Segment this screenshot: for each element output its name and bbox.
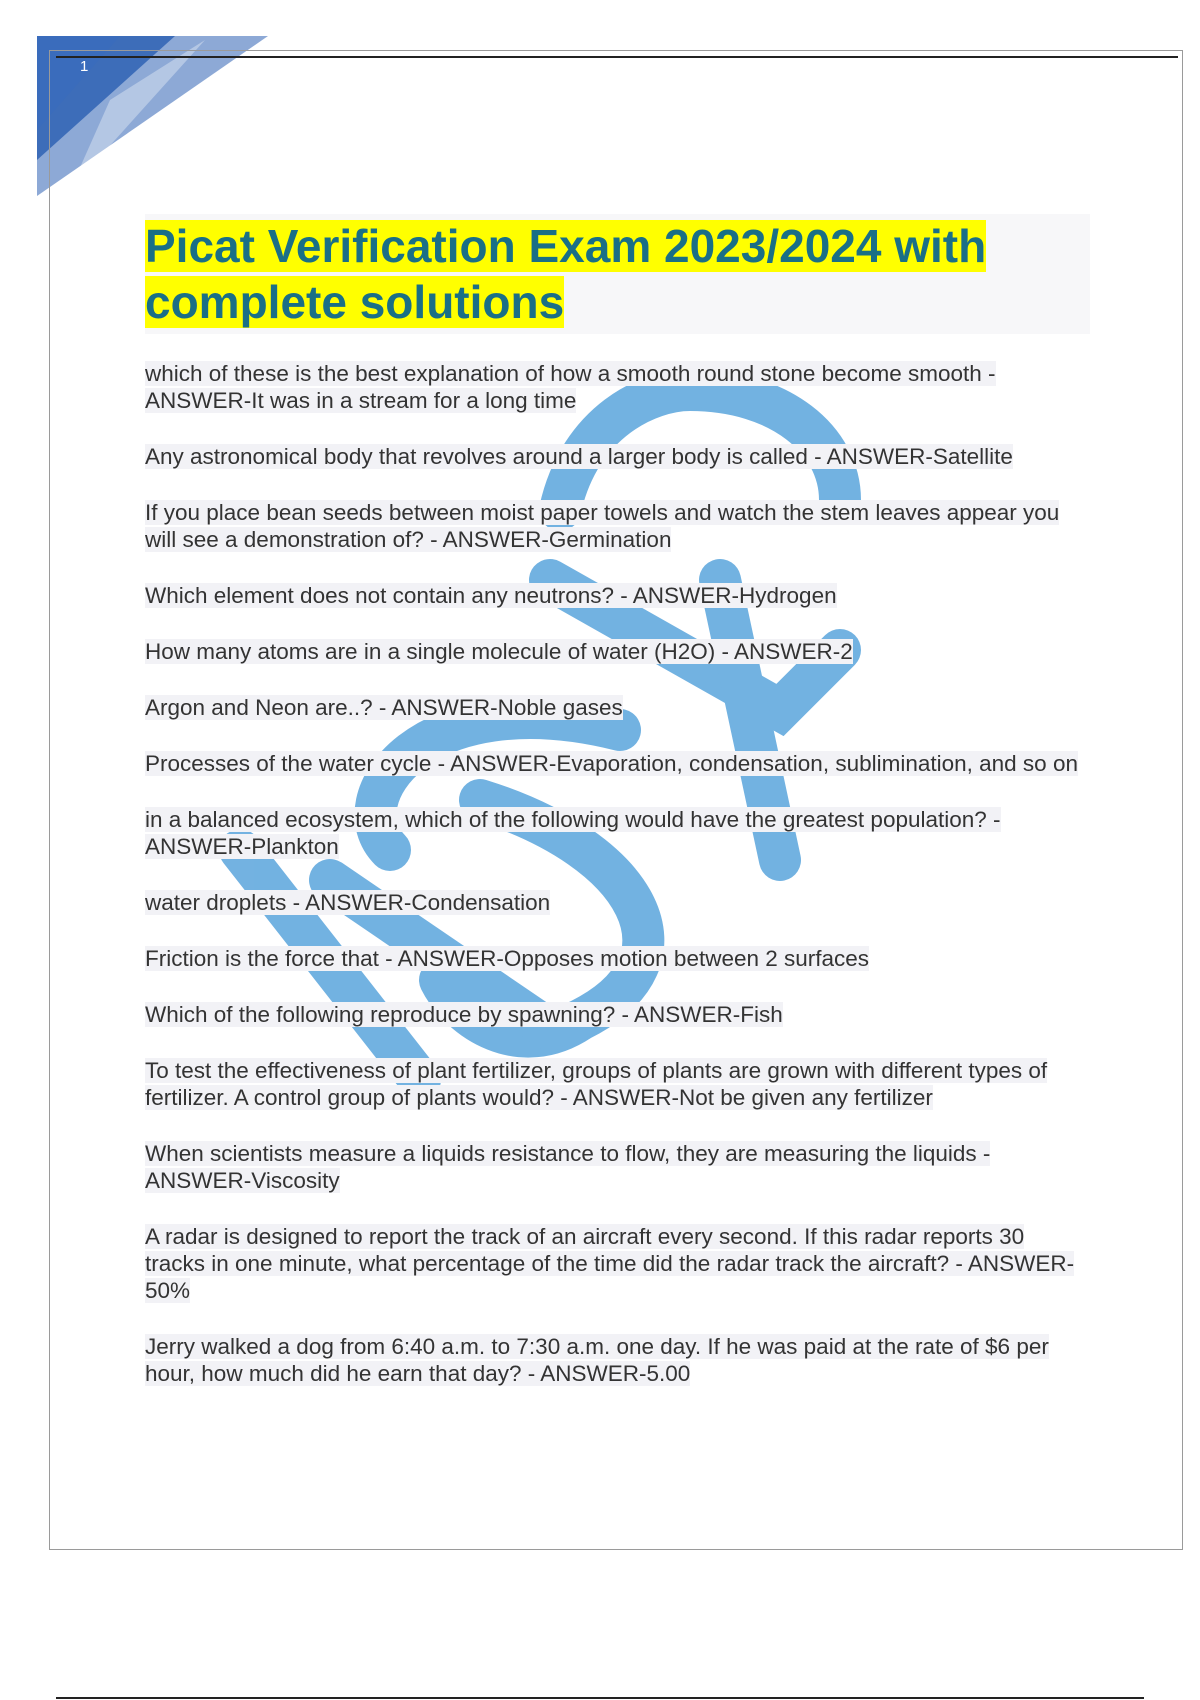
- qa-item: Which element does not contain any neutrons? - ANSWER-Hydrogen: [145, 583, 837, 608]
- header-rule: [56, 56, 1178, 58]
- footer-rule: [56, 1697, 1144, 1699]
- document-content: [145, 214, 1090, 1416]
- title-block: [145, 214, 1090, 334]
- qa-item: If you place bean seeds between moist paper towels and watch the stem leaves appear you will see a demonstration of? - ANSWER-Germination: [145, 500, 1060, 552]
- document-title: [145, 218, 1090, 330]
- qa-item: When scientists measure a liquids resistance to flow, they are measuring the liquids - ANSWER-Viscosity: [145, 1141, 991, 1193]
- qa-item: Which of the following reproduce by spawning? - ANSWER-Fish: [145, 1002, 783, 1027]
- qa-item: To test the effectiveness of plant fertilizer, groups of plants are grown with different types of fertilizer. A control group of plants would? - ANSWER-Not be given any fertilizer: [145, 1058, 1048, 1110]
- qa-item: Jerry walked a dog from 6:40 a.m. to 7:30 a.m. one day. If he was paid at the rate of $6 per hour, how much did he earn that day? - ANSWER-5.00: [145, 1334, 1049, 1386]
- qa-item: Friction is the force that - ANSWER-Opposes motion between 2 surfaces: [145, 946, 870, 971]
- document-title-text: Picat Verification Exam 2023/2024 with complete solutions: [145, 220, 987, 328]
- qa-item: How many atoms are in a single molecule of water (H2O) - ANSWER-2: [145, 639, 853, 664]
- question-answer-list: [145, 360, 1090, 1387]
- qa-item: A radar is designed to report the track of an aircraft every second. If this radar reports 30 tracks in one minute, what percentage of the time did the radar track the aircraft? - ANSWER-50%: [145, 1224, 1075, 1303]
- qa-item: in a balanced ecosystem, which of the following would have the greatest population? - ANSWER-Plankton: [145, 807, 1001, 859]
- qa-item: Any astronomical body that revolves around a larger body is called - ANSWER-Satellite: [145, 444, 1013, 469]
- qa-item: which of these is the best explanation of how a smooth round stone become smooth - ANSWER-It was in a stream for a long time: [145, 361, 996, 413]
- page-number: 1: [80, 58, 89, 75]
- qa-item: Processes of the water cycle - ANSWER-Evaporation, condensation, sublimination, and so on: [145, 751, 1078, 776]
- qa-item: Argon and Neon are..? - ANSWER-Noble gases: [145, 695, 623, 720]
- qa-item: water droplets - ANSWER-Condensation: [145, 890, 551, 915]
